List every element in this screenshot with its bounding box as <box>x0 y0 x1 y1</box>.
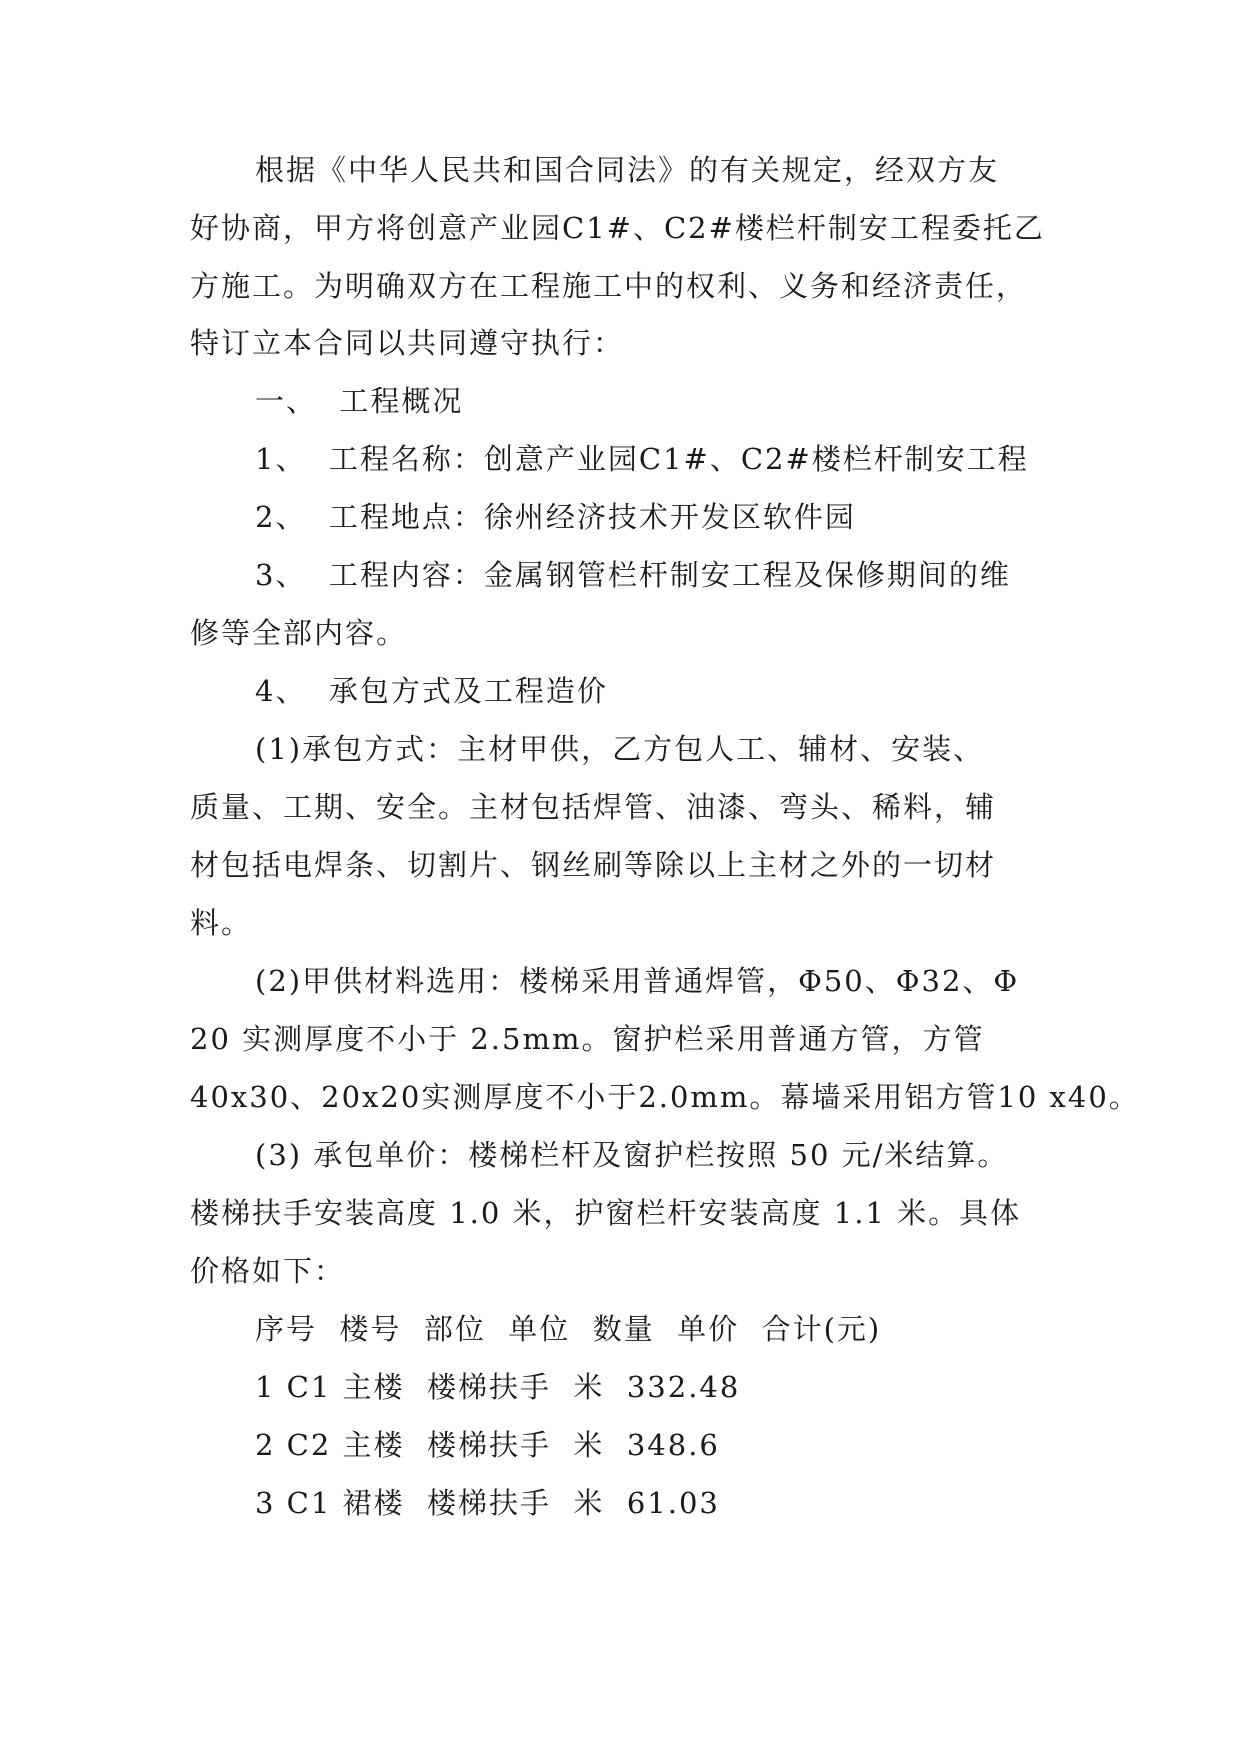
paragraph-line: 20 实测厚度不小于 2.5mm。窗护栏采用普通方管，方管 <box>190 1022 985 1056</box>
table-row: 3 C1 裙楼 楼梯扶手 米 61.03 <box>255 1486 720 1520</box>
paragraph-line: 材包括电焊条、切割片、钢丝刷等除以上主材之外的一切材 <box>190 848 997 882</box>
table-row: 1 C1 主楼 楼梯扶手 米 332.48 <box>255 1370 741 1404</box>
paragraph-line: (1)承包方式：主材甲供，乙方包人工、辅材、安装、 <box>255 732 985 766</box>
paragraph-line: 质量、工期、安全。主材包括焊管、油漆、弯头、稀料，辅 <box>190 790 997 824</box>
section-heading: 一、 工程概况 <box>255 384 464 418</box>
list-item: 2、 工程地点：徐州经济技术开发区软件园 <box>255 500 856 534</box>
paragraph-line: 特订立本合同以共同遵守执行： <box>190 326 625 360</box>
table-header-row: 序号 楼号 部位 单位 数量 单价 合计(元) <box>255 1312 882 1346</box>
paragraph-line: 方施工。为明确双方在工程施工中的权利、义务和经济责任， <box>190 269 1028 303</box>
paragraph-line: 料。 <box>190 906 253 940</box>
list-item: 3、 工程内容：金属钢管栏杆制安工程及保修期间的维 <box>255 558 1011 592</box>
table-row: 2 C2 主楼 楼梯扶手 米 348.6 <box>255 1428 720 1462</box>
paragraph-line: 修等全部内容。 <box>190 616 408 650</box>
list-item: 1、 工程名称：创意产业园C1#、C2#楼栏杆制安工程 <box>255 442 1029 476</box>
paragraph-line: 根据《中华人民共和国合同法》的有关规定，经双方友 <box>255 153 1000 187</box>
paragraph-line: 价格如下： <box>190 1254 346 1288</box>
paragraph-line: (2)甲供材料选用：楼梯采用普通焊管，Φ50、Φ32、Φ <box>255 964 1020 998</box>
list-item: 4、 承包方式及工程造价 <box>255 674 608 708</box>
paragraph-line: 40x30、20x20实测厚度不小于2.0mm。幕墙采用铝方管10 x40。 <box>190 1080 1140 1114</box>
paragraph-line: 楼梯扶手安装高度 1.0 米，护窗栏杆安装高度 1.1 米。具体 <box>190 1196 1022 1230</box>
paragraph-line: 好协商，甲方将创意产业园C1#、C2#楼栏杆制安工程委托乙 <box>190 211 1045 245</box>
paragraph-line: (3) 承包单价：楼梯栏杆及窗护栏按照 50 元/米结算。 <box>255 1138 1009 1172</box>
